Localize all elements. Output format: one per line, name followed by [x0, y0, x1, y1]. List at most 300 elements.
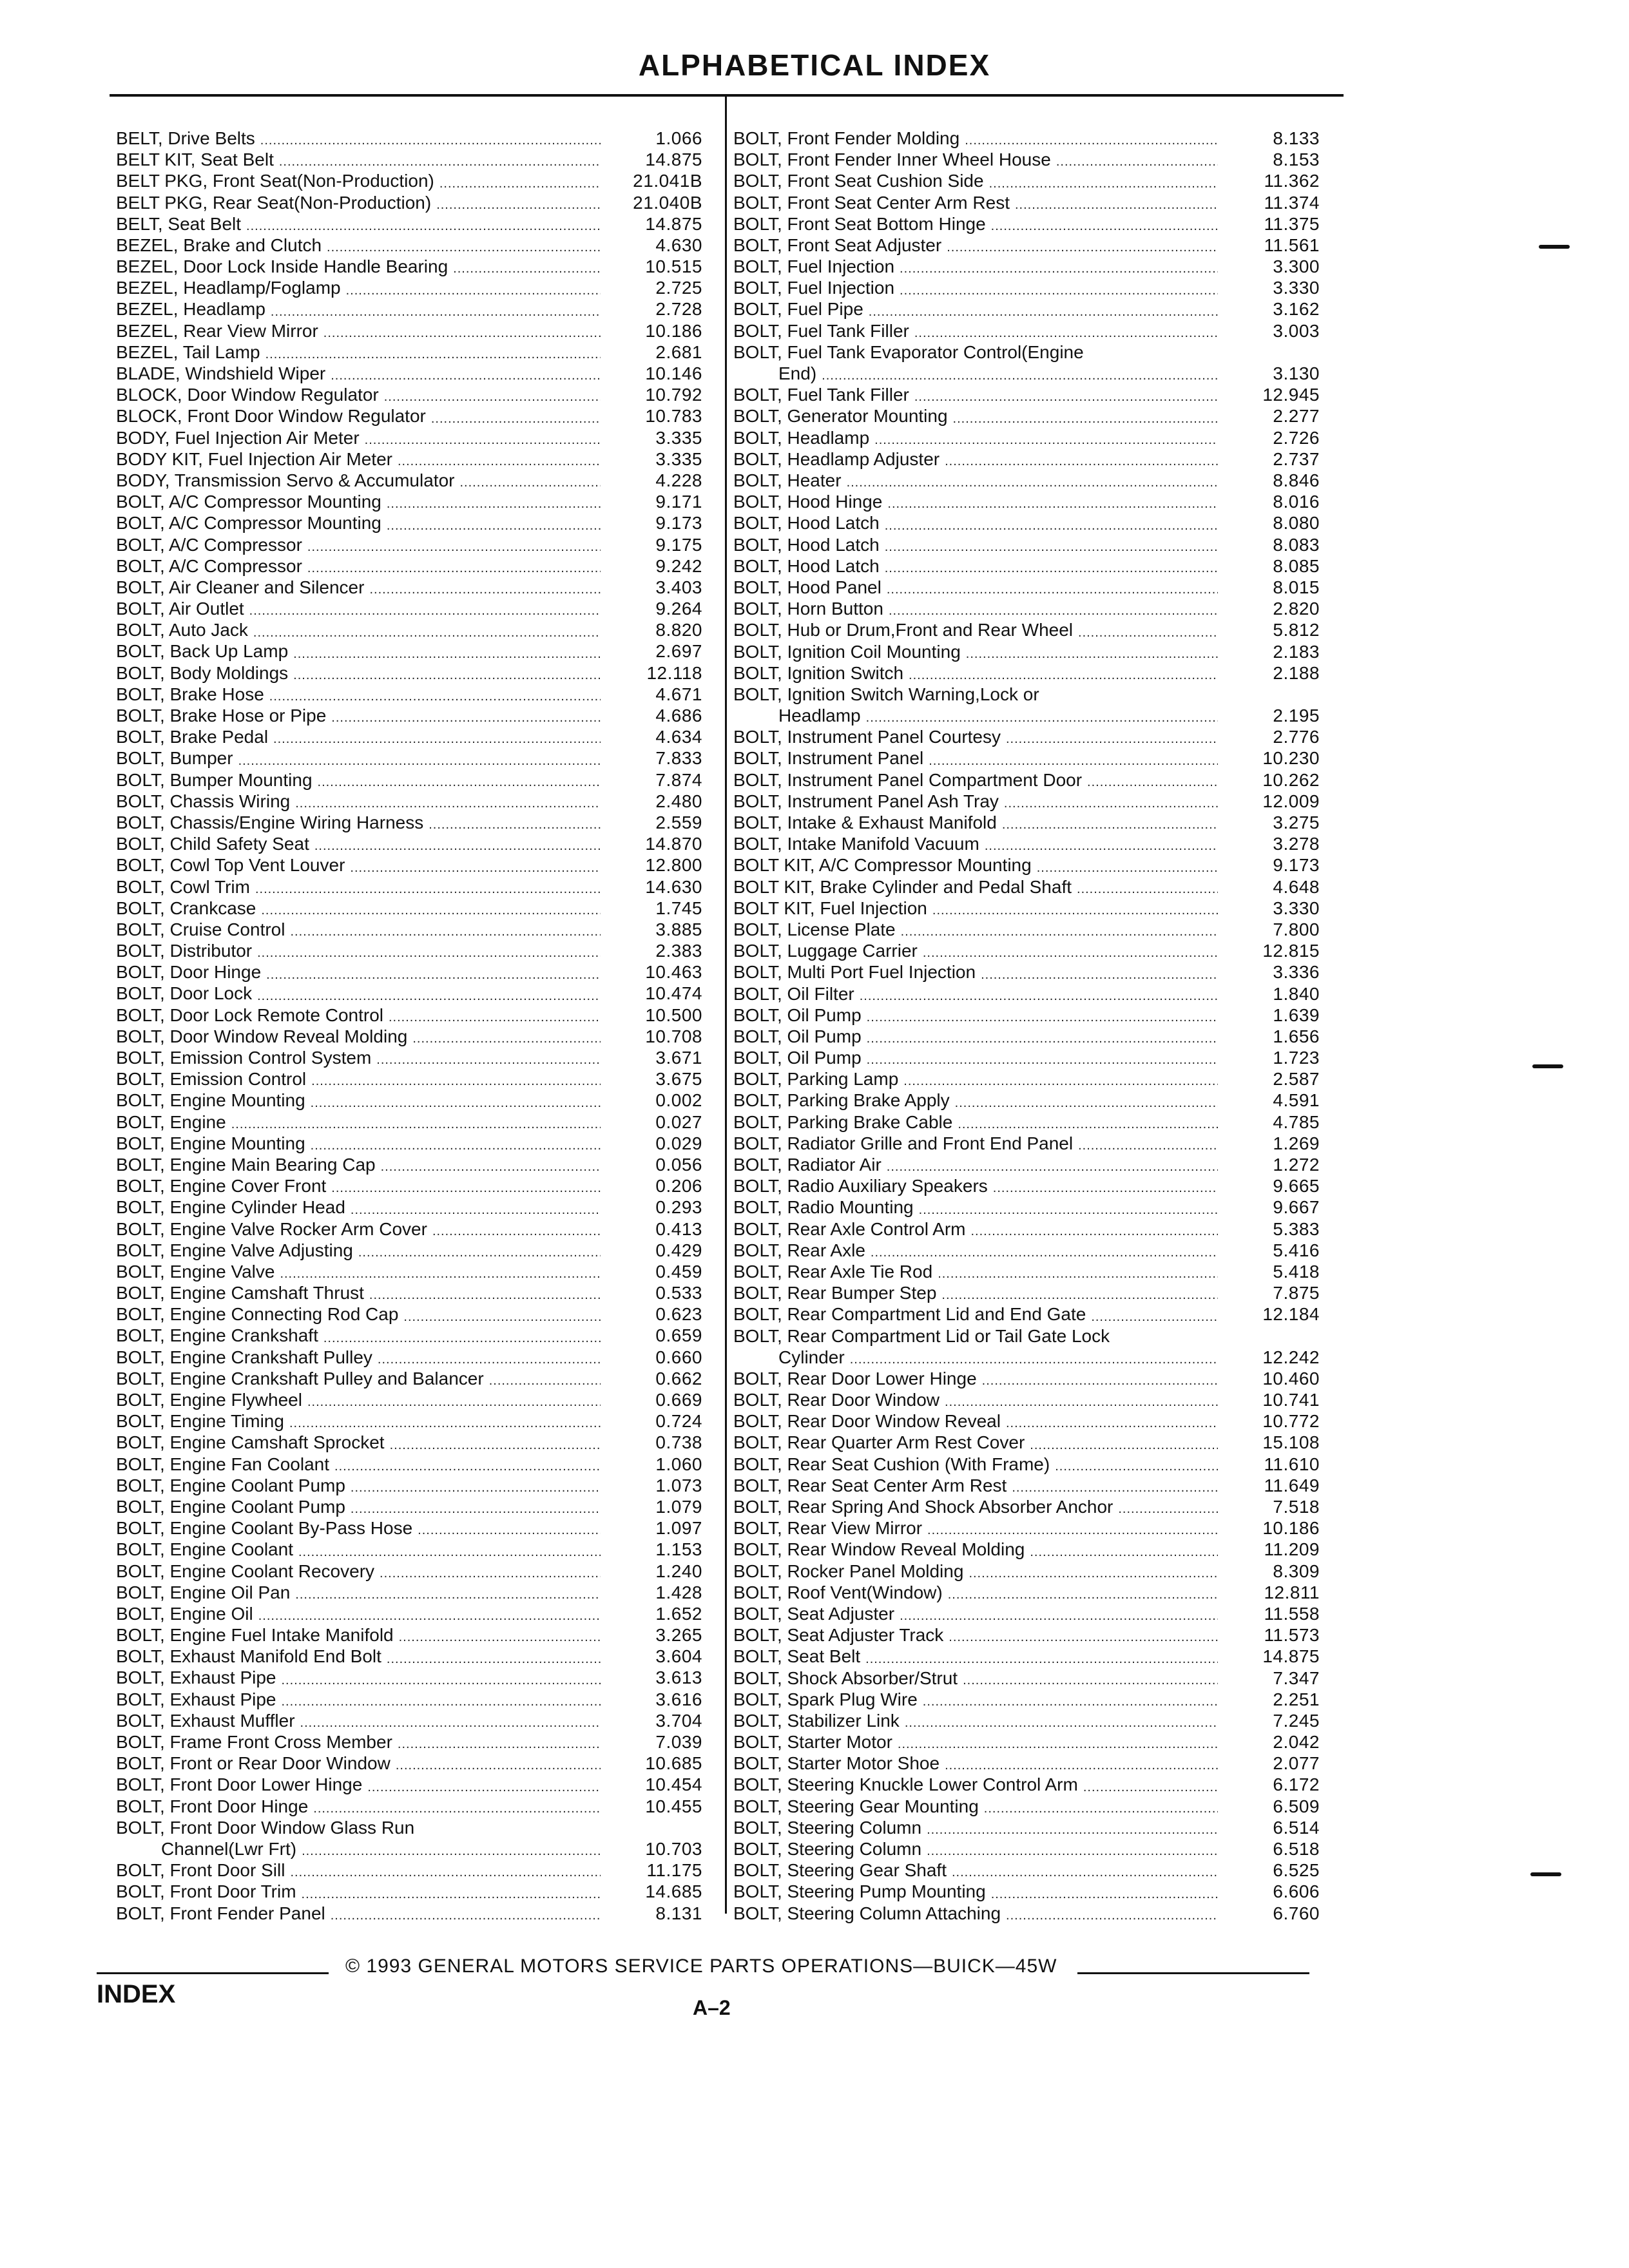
index-entry [116, 1710, 702, 1731]
index-entry [733, 833, 1320, 854]
dot-leader [919, 1202, 1218, 1218]
entry-name: BOLT, Cowl Top Vent Louver [116, 855, 345, 876]
entry-name: BOLT, Rear Spring And Shock Absorber Anchor [733, 1497, 1113, 1517]
index-entry [733, 1133, 1320, 1154]
dot-leader [871, 1244, 1218, 1261]
entry-page-number: 0.659 [655, 1325, 702, 1346]
entry-page-number: 1.073 [655, 1475, 702, 1495]
dot-leader [381, 1158, 601, 1175]
page-title: ALPHABETICAL INDEX [638, 48, 991, 82]
dot-leader [874, 432, 1218, 448]
dot-leader [984, 1800, 1218, 1817]
index-entry [733, 1582, 1320, 1603]
entry-page-number: 3.130 [1273, 363, 1320, 384]
dot-leader [307, 539, 601, 555]
entry-page-number: 0.459 [655, 1261, 702, 1282]
dot-leader [885, 517, 1218, 534]
entry-name: BOLT, Engine Connecting Rod Cap [116, 1304, 399, 1325]
entry-name: BOLT, Roof Vent(Window) [733, 1582, 943, 1602]
entry-name: BOLT, Steering Column [733, 1839, 922, 1860]
index-entry [116, 1047, 702, 1068]
entry-page-number: 4.671 [655, 684, 702, 704]
entry-page-number: 7.875 [1273, 1283, 1320, 1303]
entry-page-number: 3.335 [655, 427, 702, 448]
dot-leader [1055, 1458, 1218, 1475]
dot-leader [489, 1372, 601, 1389]
entry-name: BOLT, Body Moldings [116, 662, 289, 683]
index-entry [733, 1539, 1320, 1560]
index-entry [733, 1196, 1320, 1218]
entry-page-number: 7.874 [655, 769, 702, 790]
dot-leader [941, 1287, 1218, 1303]
entry-name: BOLT, Engine Coolant By-Pass Hose [116, 1518, 413, 1539]
dot-leader [969, 1565, 1218, 1582]
dot-leader [293, 667, 601, 684]
entry-name-continued: Headlamp [778, 706, 861, 726]
dot-leader [331, 367, 601, 384]
entry-name: BOLT KIT, Fuel Injection [733, 898, 927, 918]
entry-name: BOLT, Rear Compartment Lid or Tail Gate Lock [733, 1325, 1110, 1346]
entry-page-number: 4.634 [655, 727, 702, 747]
dot-leader [387, 495, 601, 512]
entry-name: BOLT, Engine Cylinder Head [116, 1197, 345, 1218]
entry-name: BOLT, Rocker Panel Molding [733, 1561, 964, 1581]
entry-name: BOLT, Stabilizer Link [733, 1710, 900, 1731]
dot-leader [993, 1180, 1218, 1196]
entry-name: BOLT, Hood Latch [733, 555, 880, 576]
entry-page-number: 2.480 [655, 791, 702, 811]
dot-leader [313, 1800, 601, 1817]
entry-name: BOLT, Bumper [116, 748, 233, 769]
entry-page-number: 6.172 [1273, 1774, 1320, 1795]
index-entry [733, 769, 1320, 791]
index-entry [116, 1410, 702, 1432]
dot-leader [869, 303, 1218, 320]
margin-mark [1532, 1064, 1563, 1068]
dot-leader [376, 1052, 601, 1068]
dot-leader [350, 860, 601, 876]
dot-leader [901, 923, 1218, 940]
index-entry [733, 1410, 1320, 1432]
entry-page-number: 10.474 [645, 983, 702, 1004]
entry-page-number: 2.183 [1273, 641, 1320, 662]
dot-leader [932, 902, 1218, 919]
index-entry [116, 1133, 702, 1154]
dot-leader [265, 346, 601, 363]
index-entry [116, 448, 702, 470]
dot-leader [1030, 1437, 1218, 1454]
dot-leader [952, 1864, 1218, 1881]
entry-page-number: 14.870 [645, 834, 702, 854]
entry-page-number: 1.723 [1273, 1048, 1320, 1068]
entry-page-number: 1.652 [655, 1603, 702, 1624]
entry-page-number: 10.792 [645, 385, 702, 405]
entry-page-number: 0.662 [655, 1368, 702, 1389]
entry-page-number: 1.097 [655, 1518, 702, 1539]
entry-name: BOLT, Engine Crankshaft Pulley and Balancer [116, 1368, 484, 1389]
entry-name: BOLT, Steering Column [733, 1817, 922, 1838]
index-entry [116, 876, 702, 898]
index-entry [116, 555, 702, 577]
entry-name: BOLT, Rear Window Reveal Molding [733, 1539, 1025, 1560]
entry-name: BEZEL, Door Lock Inside Handle Bearing [116, 256, 448, 277]
index-entry [116, 1817, 702, 1860]
dot-leader [269, 688, 601, 705]
dot-leader [282, 1693, 601, 1710]
index-entry [733, 213, 1320, 235]
index-entry [116, 1753, 702, 1774]
index-entry [116, 427, 702, 448]
dot-leader [295, 1586, 601, 1603]
entry-page-number: 6.514 [1273, 1817, 1320, 1838]
index-entry [733, 1432, 1320, 1453]
index-entry [116, 192, 702, 213]
entry-name: BOLT, Steering Column Attaching [733, 1903, 1001, 1923]
entry-name: BOLT, Brake Pedal [116, 727, 269, 747]
dot-leader [436, 197, 601, 213]
index-entry [733, 405, 1320, 427]
dot-leader [867, 1030, 1218, 1047]
index-entry [733, 1218, 1320, 1240]
entry-name: BOLT, Cruise Control [116, 919, 285, 939]
entry-name: BOLT, Engine [116, 1111, 226, 1132]
index-entry [116, 1646, 702, 1667]
entry-page-number: 9.665 [1273, 1176, 1320, 1196]
entry-page-number: 1.639 [1273, 1004, 1320, 1025]
entry-page-number: 0.533 [655, 1283, 702, 1303]
entry-page-number: 6.760 [1273, 1903, 1320, 1923]
index-entry [116, 1261, 702, 1282]
dot-leader [866, 709, 1218, 726]
entry-name: BOLT, Front Fender Panel [116, 1903, 325, 1923]
entry-page-number: 1.269 [1273, 1133, 1320, 1153]
entry-name: BOLT, Crankcase [116, 898, 256, 918]
entry-name: BOLT, Engine Valve Adjusting [116, 1240, 353, 1260]
entry-name: BOLT, Headlamp Adjuster [733, 448, 940, 469]
entry-page-number: 5.418 [1273, 1261, 1320, 1282]
entry-name: BOLT, Emission Control System [116, 1048, 372, 1068]
dot-leader [412, 1030, 601, 1047]
dot-leader [945, 1757, 1218, 1774]
dot-leader [289, 1415, 601, 1432]
index-entry [733, 1325, 1320, 1368]
entry-page-number: 2.728 [655, 299, 702, 320]
dot-leader [982, 1372, 1218, 1389]
index-entry [116, 1175, 702, 1196]
dot-leader [398, 453, 601, 470]
index-entry [116, 898, 702, 919]
index-entry [733, 1561, 1320, 1582]
index-entry [733, 341, 1320, 384]
entry-name: BOLT, Oil Filter [733, 983, 854, 1004]
dot-leader [981, 966, 1218, 983]
dot-leader [396, 1757, 601, 1774]
dot-leader [387, 1651, 601, 1667]
entry-name: BOLT, Auto Jack [116, 620, 248, 640]
dot-leader [307, 1394, 601, 1410]
entry-page-number: 3.671 [655, 1048, 702, 1068]
index-entry [116, 1325, 702, 1347]
dot-leader [399, 1629, 601, 1646]
dot-leader [453, 260, 601, 277]
index-entry [733, 940, 1320, 961]
entry-name: BOLT, Front Seat Center Arm Rest [733, 192, 1010, 213]
entry-name: BOLT, Fuel Pipe [733, 299, 863, 320]
entry-name: BOLT, Engine Coolant [116, 1539, 293, 1560]
entry-name: BOLT KIT, A/C Compressor Mounting [733, 855, 1032, 876]
index-entry [116, 1068, 702, 1090]
index-entry [733, 1774, 1320, 1795]
index-entry [116, 1240, 702, 1261]
entry-page-number: 3.675 [655, 1069, 702, 1090]
dot-leader [266, 966, 601, 983]
dot-leader [459, 474, 601, 491]
entry-name: BOLT, Cowl Trim [116, 876, 250, 897]
dot-leader [280, 1265, 601, 1282]
entry-page-number: 14.630 [645, 876, 702, 897]
section-label: INDEX [97, 1980, 176, 2008]
index-entry [116, 662, 702, 684]
dot-leader [238, 753, 601, 769]
dot-leader [885, 560, 1218, 577]
entry-page-number: 3.300 [1273, 256, 1320, 277]
entry-page-number: 2.188 [1273, 662, 1320, 683]
entry-name: BOLT, Hub or Drum,Front and Rear Wheel [733, 620, 1074, 640]
entry-name: BOLT, Horn Button [733, 599, 883, 619]
index-entry [733, 448, 1320, 470]
dot-leader [302, 1843, 601, 1860]
entry-name: BOLT, Rear Door Window [733, 1390, 940, 1410]
dot-leader [909, 667, 1218, 684]
entry-page-number: 10.455 [645, 1796, 702, 1816]
entry-name: BOLT, Fuel Injection [733, 256, 895, 277]
dot-leader [985, 838, 1218, 854]
entry-name: BOLT, Rear Bumper Step [733, 1283, 937, 1303]
entry-page-number: 0.738 [655, 1432, 702, 1453]
index-entry [733, 876, 1320, 898]
entry-page-number: 11.362 [1264, 171, 1320, 191]
dot-leader [991, 218, 1218, 235]
entry-page-number: 0.660 [655, 1347, 702, 1367]
entry-page-number: 12.184 [1262, 1304, 1320, 1325]
index-entry [733, 1753, 1320, 1774]
entry-page-number: 3.613 [655, 1667, 702, 1688]
dot-leader [249, 602, 601, 619]
dot-leader [914, 389, 1218, 405]
index-entry [733, 1646, 1320, 1667]
dot-leader [948, 1586, 1218, 1603]
index-entry [733, 1731, 1320, 1753]
index-entry [733, 1004, 1320, 1026]
index-entry [733, 1817, 1320, 1838]
entry-name: BOLT, Engine Fan Coolant [116, 1454, 330, 1474]
entry-page-number: 8.820 [655, 620, 702, 640]
dot-leader [403, 1309, 601, 1325]
index-entry [116, 1774, 702, 1795]
dot-leader [378, 1351, 601, 1368]
dot-leader [1012, 1479, 1218, 1496]
entry-name: BOLT, Door Hinge [116, 962, 262, 983]
entry-page-number: 7.518 [1273, 1497, 1320, 1517]
entry-name: BOLT, Engine Valve [116, 1261, 275, 1282]
entry-name: BOLT, Engine Valve Rocker Arm Cover [116, 1218, 427, 1239]
entry-name: BOLT, Rear Axle Control Arm [733, 1218, 966, 1239]
entry-page-number: 2.195 [1273, 706, 1320, 726]
index-entry [733, 1796, 1320, 1817]
entry-name: BLADE, Windshield Wiper [116, 363, 326, 384]
entry-name: BOLT, Engine Timing [116, 1411, 284, 1432]
dot-leader [369, 581, 601, 598]
index-entry [116, 598, 702, 619]
dot-leader [1078, 1137, 1218, 1154]
index-entry [733, 1689, 1320, 1710]
dot-leader [865, 1651, 1218, 1667]
entry-page-number: 2.251 [1273, 1689, 1320, 1709]
index-entry [733, 1667, 1320, 1689]
entry-name: BOLT, Chassis Wiring [116, 791, 291, 811]
dot-leader [384, 389, 601, 405]
dot-leader [318, 774, 601, 791]
dot-leader [929, 753, 1218, 769]
index-entry [733, 854, 1320, 876]
dot-leader [257, 988, 601, 1004]
entry-name: BLOCK, Front Door Window Regulator [116, 406, 426, 427]
index-entry [116, 1218, 702, 1240]
index-entry [116, 1347, 702, 1368]
entry-page-number: 1.153 [655, 1539, 702, 1560]
entry-name: BELT PKG, Front Seat(Non-Production) [116, 171, 434, 191]
dot-leader [282, 1672, 601, 1689]
index-entry [116, 1561, 702, 1582]
entry-page-number: 3.604 [655, 1646, 702, 1667]
entry-name: BOLT, Air Outlet [116, 599, 244, 619]
entry-name: BOLT, Spark Plug Wire [733, 1689, 918, 1709]
dot-leader [887, 1158, 1218, 1175]
index-entry [733, 277, 1320, 298]
entry-name: BOLT, Engine Mounting [116, 1133, 305, 1153]
entry-name: BOLT, Engine Oil Pan [116, 1582, 291, 1602]
dot-leader [429, 816, 601, 833]
index-entry [116, 1689, 702, 1710]
entry-name: BOLT, Engine Fuel Intake Manifold [116, 1625, 394, 1646]
entry-name: BOLT, Front Door Lower Hinge [116, 1774, 363, 1795]
entry-name: BOLT, Fuel Tank Filler [733, 385, 909, 405]
entry-page-number: 10.186 [645, 320, 702, 341]
entry-page-number: 2.697 [655, 641, 702, 662]
page-number: A–2 [693, 1996, 731, 2019]
dot-leader [900, 260, 1218, 277]
dot-leader [295, 795, 601, 812]
entry-name: BODY, Transmission Servo & Accumulator [116, 470, 455, 490]
dot-leader [914, 325, 1218, 341]
index-entry [116, 1496, 702, 1517]
index-entry [733, 791, 1320, 812]
entry-page-number: 9.173 [1273, 855, 1320, 876]
index-entry [116, 919, 702, 940]
index-entry [116, 256, 702, 277]
dot-leader [334, 1458, 601, 1475]
index-entry [733, 1303, 1320, 1325]
entry-page-number: 7.833 [655, 748, 702, 769]
entry-page-number: 1.060 [655, 1454, 702, 1474]
entry-name: BEZEL, Tail Lamp [116, 341, 260, 362]
entry-page-number: 0.429 [655, 1240, 702, 1260]
dot-leader [887, 495, 1218, 512]
index-column-left [116, 128, 702, 1924]
dot-leader [246, 218, 601, 235]
dot-leader [389, 1009, 601, 1026]
entry-name: BOLT, Seat Adjuster Track [733, 1625, 944, 1646]
entry-name: BOLT, Parking Lamp [733, 1069, 899, 1090]
dot-leader [271, 303, 601, 320]
dot-leader [258, 1608, 601, 1624]
index-entry [733, 384, 1320, 405]
entry-page-number: 2.559 [655, 812, 702, 832]
index-entry [116, 1475, 702, 1496]
entry-name: BOLT, Steering Gear Shaft [733, 1860, 947, 1881]
entry-page-number: 0.623 [655, 1304, 702, 1325]
index-entry [733, 1368, 1320, 1389]
dot-leader [955, 1095, 1218, 1111]
entry-page-number: 0.724 [655, 1411, 702, 1432]
index-entry [116, 1004, 702, 1026]
entry-page-number: 3.330 [1273, 898, 1320, 918]
entry-page-number: 8.309 [1273, 1561, 1320, 1581]
index-entry [116, 833, 702, 854]
index-entry [733, 812, 1320, 833]
index-entry [733, 1240, 1320, 1261]
index-entry [733, 726, 1320, 747]
entry-page-number: 11.573 [1264, 1625, 1320, 1646]
index-entry [116, 961, 702, 983]
entry-page-number: 3.003 [1273, 320, 1320, 341]
index-entry [733, 1838, 1320, 1860]
entry-name: BOLT, Engine Coolant Pump [116, 1475, 345, 1495]
dot-leader [255, 881, 601, 898]
index-entry [116, 1303, 702, 1325]
dot-leader [867, 1052, 1218, 1068]
entry-name: BOLT, Distributor [116, 941, 253, 961]
entry-name: BOLT, Heater [733, 470, 842, 490]
entry-page-number: 3.275 [1273, 812, 1320, 833]
index-entry [733, 684, 1320, 726]
entry-page-number: 3.162 [1273, 299, 1320, 320]
index-entry [116, 1731, 702, 1753]
entry-name: BOLT, Rear Quarter Arm Rest Cover [733, 1432, 1025, 1453]
entry-page-number: 9.264 [655, 599, 702, 619]
index-entry [733, 1090, 1320, 1111]
entry-page-number: 0.027 [655, 1111, 702, 1132]
dot-leader [351, 1479, 601, 1496]
entry-name: BOLT, Hood Latch [733, 534, 880, 555]
dot-leader [991, 1886, 1218, 1903]
dot-leader [963, 1672, 1218, 1689]
dot-leader [358, 1244, 601, 1261]
entry-name: BOLT, Front Fender Inner Wheel House [733, 149, 1051, 170]
entry-page-number: 1.656 [1273, 1026, 1320, 1046]
entry-page-number: 12.009 [1262, 791, 1320, 811]
entry-name: BOLT, Intake & Exhaust Manifold [733, 812, 997, 833]
entry-name: BOLT, Hood Panel [733, 577, 882, 597]
entry-page-number: 0.206 [655, 1176, 702, 1196]
index-entry [733, 1047, 1320, 1068]
entry-name-continued: End) [778, 363, 817, 384]
entry-page-number: 9.175 [655, 534, 702, 555]
entry-page-number: 5.812 [1273, 620, 1320, 640]
entry-page-number: 8.083 [1273, 534, 1320, 555]
entry-page-number: 10.703 [645, 1839, 702, 1859]
entry-page-number: 1.066 [655, 128, 702, 148]
